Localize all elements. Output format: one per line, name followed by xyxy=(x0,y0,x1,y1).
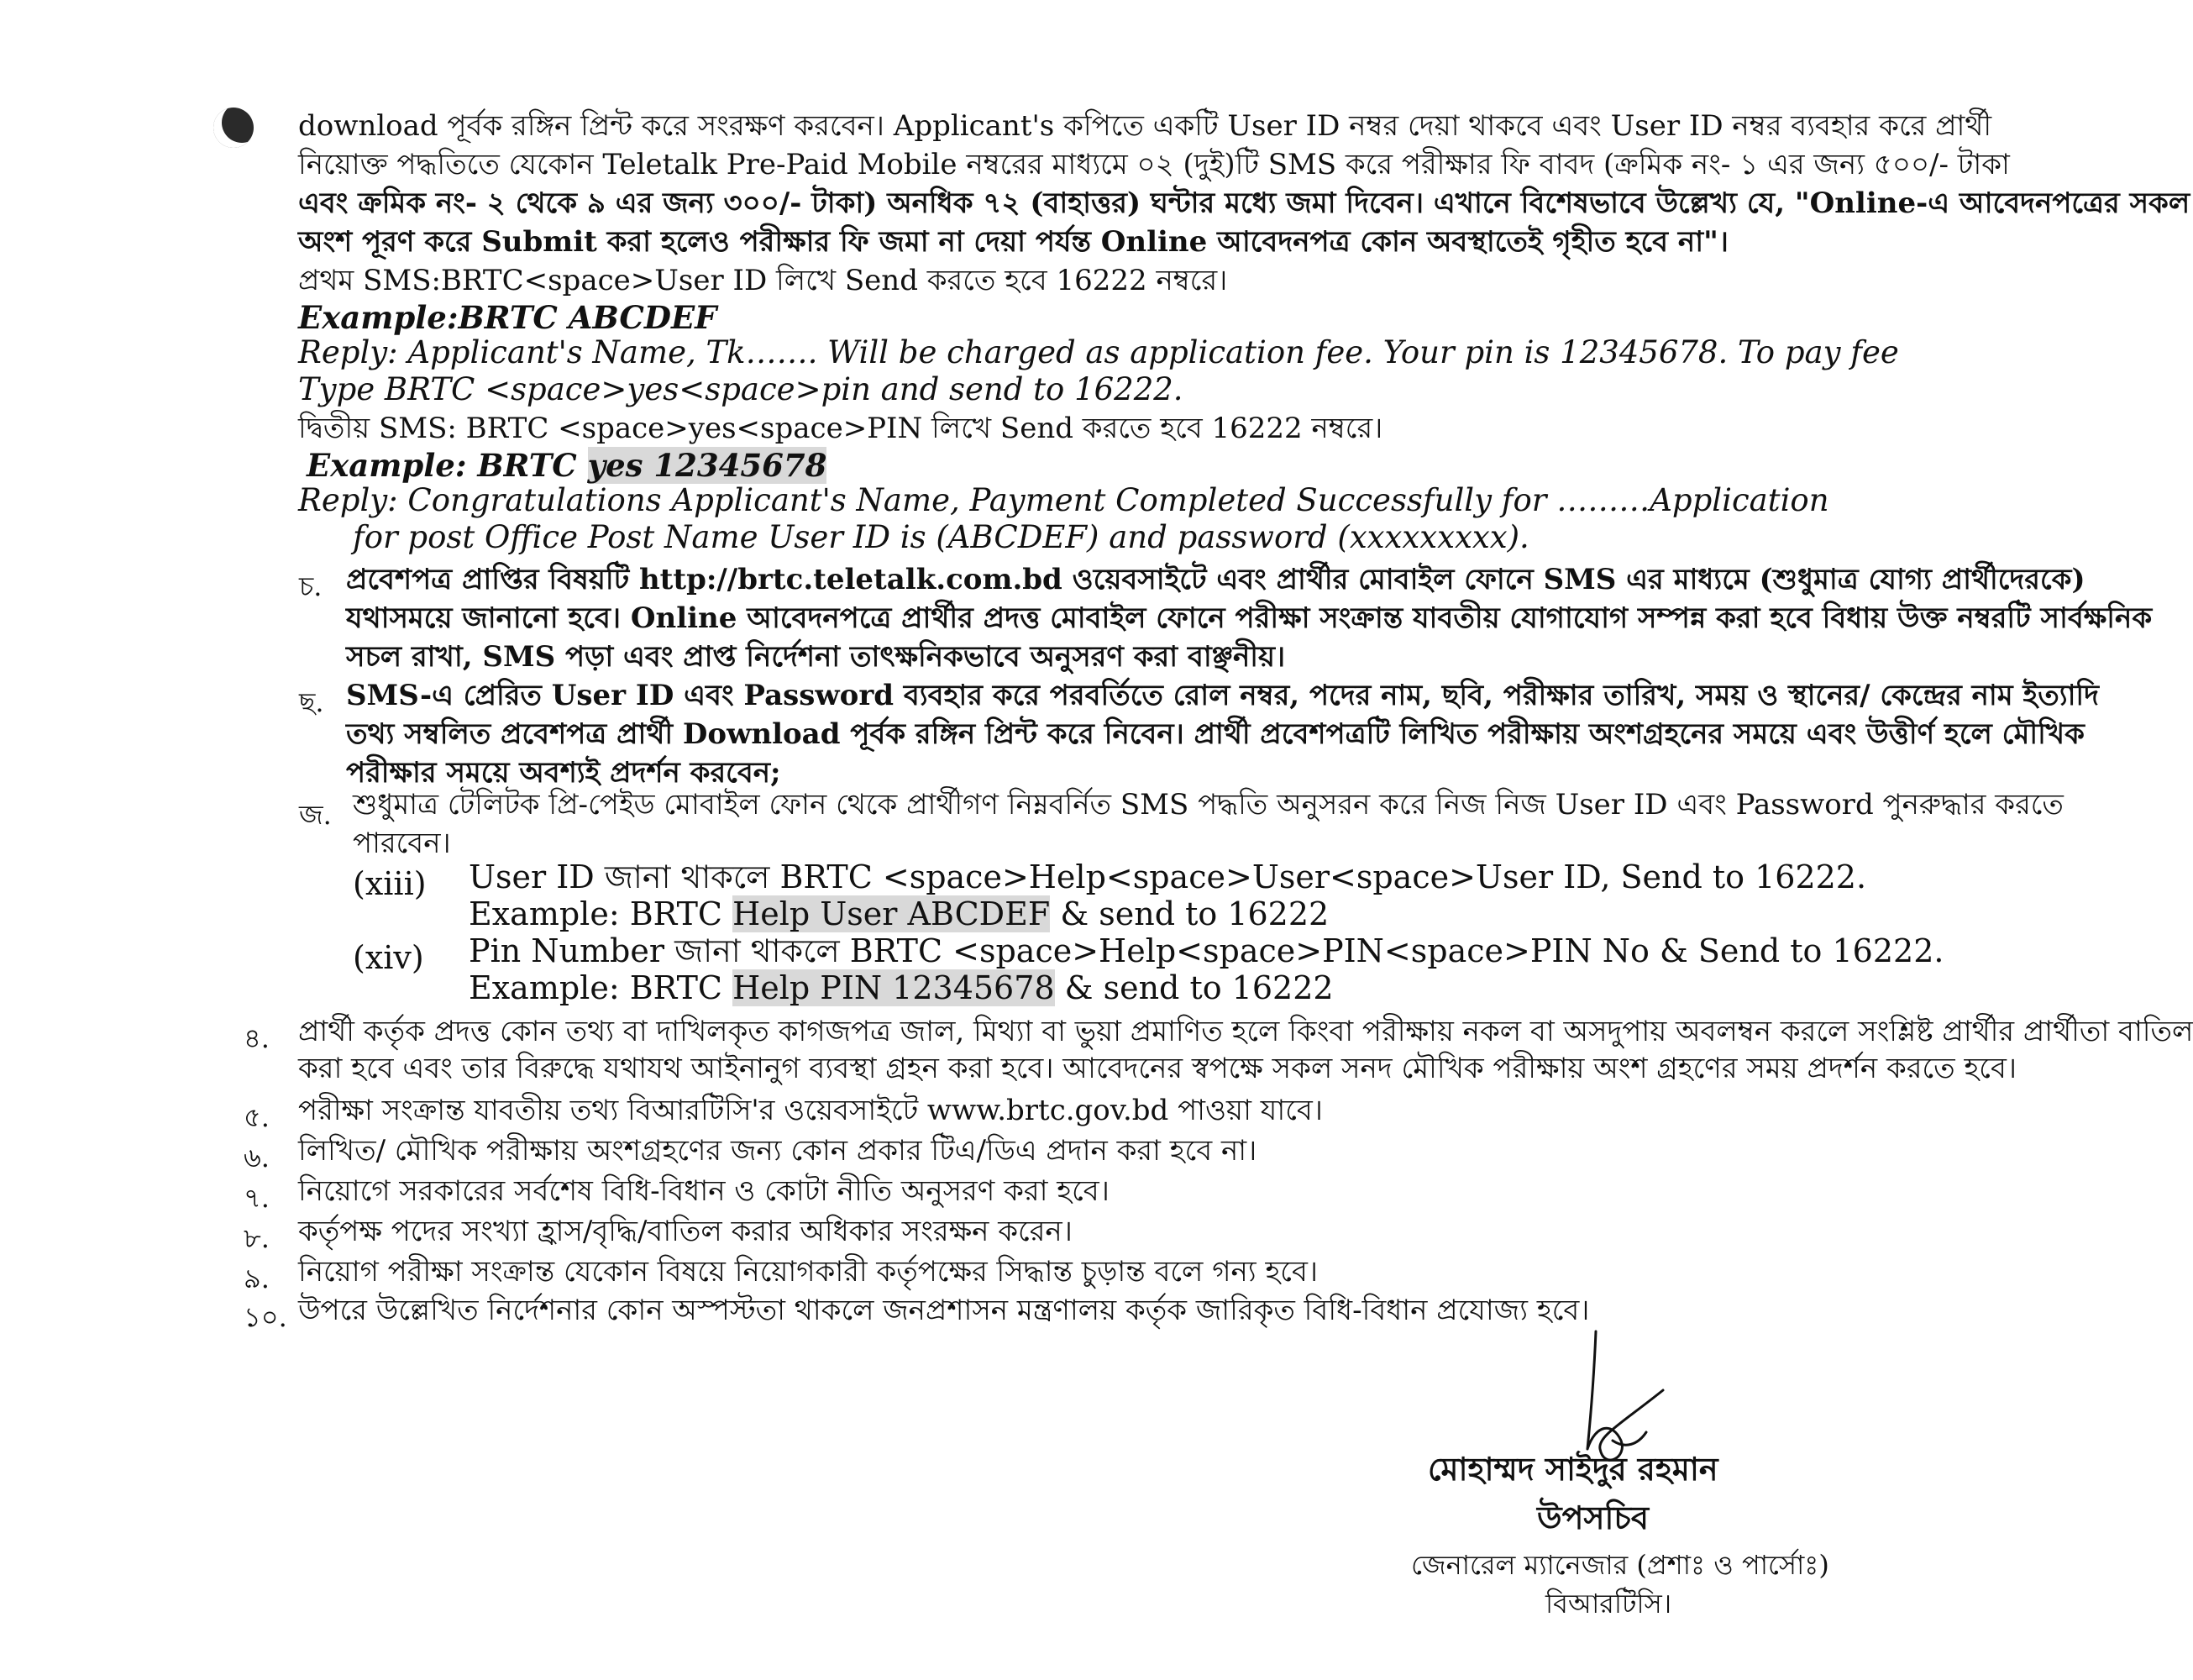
item-line: SMS-এ প্রেরিত User ID এবং Password ব্যবহার করে পরবর্তিতে রোল নম্বর, পদের নাম, ছবি, পরীক্ষার তারিখ, সময় ও স্থানের/ কেন্দ্রের নাম ইত্যাদি xyxy=(346,679,2100,712)
item-marker: ৪. xyxy=(244,1022,270,1054)
item-marker: ১০. xyxy=(244,1301,287,1333)
signatory-designation: জেনারেল ম্যানেজার (প্রশাঃ ও পার্সোঃ) xyxy=(1411,1549,1829,1581)
para-line: নিয়োক্ত পদ্ধতিতে যেকোন Teletalk Pre-Paid Mobile নম্বরের মাধ্যমে ০২ (দুই)টি SMS করে পরীক্ষার ফি বাবদ (ক্রমিক নং- ১ এর জন্য ৫০০/- টাকা xyxy=(298,148,2010,181)
item-line: লিখিত/ মৌখিক পরীক্ষায় অংশগ্রহণের জন্য কোন প্রকার টিএ/ডিএ প্রদান করা হবে না। xyxy=(298,1134,1257,1168)
item-line: কর্তৃপক্ষ পদের সংখ্যা হ্রাস/বৃদ্ধি/বাতিল করার অধিকার সংরক্ষন করেন। xyxy=(298,1215,1073,1248)
sub-item-marker: (xiv) xyxy=(353,939,424,976)
example-prefix: Example: BRTC xyxy=(469,969,733,1006)
item-line: সচল রাখা, SMS পড়া এবং প্রাপ্ত নির্দেশনা তাৎক্ষনিকভাবে অনুসরণ করা বাঞ্ছনীয়। xyxy=(346,640,1286,674)
signatory-title: উপসচিব xyxy=(1537,1499,1650,1536)
item-line: যথাসময়ে জানানো হবে। Online আবেদনপত্রে প্রার্থীর প্রদত্ত মোবাইল ফোনে পরীক্ষা সংক্রান্ত যাবতীয় যোগাযোগ সম্পন্ন করা হবে বিধায় উক্ত নম্বরটি সার্বক্ষনিক xyxy=(346,601,2153,635)
sub-item-example xyxy=(469,895,1897,932)
example-first-sms: Example:BRTC ABCDEF xyxy=(298,299,717,336)
example-suffix: & send to 16222 xyxy=(1050,895,1330,932)
item-marker: ৮. xyxy=(244,1222,270,1254)
para-line: download পূর্বক রঙ্গিন প্রিন্ট করে সংরক্ষণ করবেন। Applicant's কপিতে একটি User ID নম্বর দেয়া থাকবে এবং User ID নম্বর ব্যবহার করে প্রার্থী xyxy=(298,109,1992,143)
reply-first-sms-cont: Type BRTC <space>yes<space>pin and send to 16222. xyxy=(298,371,1183,407)
sub-item-line: Pin Number জানা থাকলে BRTC <space>Help<space>PIN<space>PIN No & Send to 16222. xyxy=(469,932,1944,969)
item-line: তথ্য সম্বলিত প্রবেশপত্র প্রার্থী Download পূর্বক রঙ্গিন প্রিন্ট করে নিবেন। প্রার্থী প্রবেশপত্রটি লিখিত পরীক্ষায় অংশগ্রহনের সময়ে এবং উত্তীর্ণ হলে মৌখিক xyxy=(346,717,2085,751)
highlighted-text: Help PIN 12345678 xyxy=(732,969,1055,1006)
item-marker: চ. xyxy=(299,570,323,602)
item-marker: জ. xyxy=(299,799,332,831)
reply-first-sms: Reply: Applicant's Name, Tk……. Will be charged as application fee. Your pin is 12345678. To pay fee xyxy=(298,334,1899,370)
item-line: পরীক্ষা সংক্রান্ত যাবতীয় তথ্য বিআরটিসি'র ওয়েবসাইটে www.brtc.gov.bd পাওয়া যাবে। xyxy=(298,1094,1323,1127)
reply-second-sms: Reply: Congratulations Applicant's Name, Payment Completed Successfully for ………Application xyxy=(298,482,1829,518)
item-line: পারবেন। xyxy=(353,827,451,860)
item-line: উপরে উল্লেখিত নির্দেশনার কোন অস্পস্টতা থাকলে জনপ্রশাসন মন্ত্রণালয় কর্তৃক জারিকৃত বিধি-বিধান প্রযোজ্য হবে। xyxy=(298,1294,1590,1327)
sub-item-line: User ID জানা থাকলে BRTC <space>Help<space>User<space>User ID, Send to 16222. xyxy=(469,858,1867,895)
example-prefix: Example: BRTC xyxy=(469,895,733,932)
item-line: প্রার্থী কর্তৃক প্রদত্ত কোন তথ্য বা দাখিলকৃত কাগজপত্র জাল, মিথ্যা বা ভুয়া প্রমাণিত হলে কিংবা পরীক্ষায় নকল বা অসদুপায় অবলম্বন করলে সংশ্লিষ্ট প্রার্থীর প্রার্থীতা বাতিল xyxy=(298,1015,2193,1048)
para-line: অংশ পূরণ করে Submit করা হলেও পরীক্ষার ফি জমা না দেয়া পর্যন্ত Online আবেদনপত্র কোন অবস্থাতেই গৃহীত হবে না"। xyxy=(298,225,1729,259)
para-line: এবং ক্রমিক নং- ২ থেকে ৯ এর জন্য ৩০০/- টাকা) অনধিক ৭২ (বাহাত্তর) ঘন্টার মধ্যে জমা দিবেন। এখানে বিশেষভাবে উল্লেখ্য যে, "Online-এ আবেদনপত্রের সকল xyxy=(298,186,2190,220)
item-line: নিয়োগে সরকারের সর্বশেষ বিধি-বিধান ও কোটা নীতি অনুসরণ করা হবে। xyxy=(298,1174,1110,1208)
reply-second-sms-cont: for post Office Post Name User ID is (ABCDEF) and password (xxxxxxxxx). xyxy=(353,519,1529,555)
item-marker: ৫. xyxy=(244,1101,270,1133)
example-prefix: Example: BRTC xyxy=(307,447,588,484)
item-marker: ৭. xyxy=(244,1182,270,1214)
sub-item-example xyxy=(469,969,1897,1006)
item-marker: ছ. xyxy=(299,686,324,718)
example-suffix: & send to 16222 xyxy=(1054,969,1334,1006)
item-marker: ৬. xyxy=(244,1142,270,1173)
highlighted-text: yes 12345678 xyxy=(587,447,827,484)
item-line: প্রবেশপত্র প্রাপ্তির বিষয়টি http://brtc.teletalk.com.bd ওয়েবসাইটে এবং প্রার্থীর মোবাইল ফোনে SMS এর মাধ্যমে (শুধুমাত্র যোগ্য প্রার্থীদেরকে) xyxy=(346,563,2085,596)
highlighted-text: Help User ABCDEF xyxy=(732,895,1051,932)
sms-first-instruction: প্রথম SMS:BRTC<space>User ID লিখে Send করতে হবে 16222 নম্বরে। xyxy=(298,264,1228,297)
punch-hole-mark xyxy=(213,108,254,148)
signatory-name: মোহাম্মদ সাইদুর রহমান xyxy=(1428,1450,1718,1488)
sms-second-instruction: দ্বিতীয় SMS: BRTC <space>yes<space>PIN লিখে Send করতে হবে 16222 নম্বরে। xyxy=(298,412,1383,445)
example-second-sms xyxy=(307,447,1902,484)
item-line: নিয়োগ পরীক্ষা সংক্রান্ত যেকোন বিষয়ে নিয়োগকারী কর্তৃপক্ষের সিদ্ধান্ত চুড়ান্ত বলে গন্য হবে। xyxy=(298,1255,1319,1289)
item-marker: ৯. xyxy=(244,1263,270,1294)
item-line: শুধুমাত্র টেলিটক প্রি-পেইড মোবাইল ফোন থেকে প্রার্থীগণ নিম্নবর্নিত SMS পদ্ধতি অনুসরন করে নিজ নিজ User ID এবং Password পুনরুদ্ধার করতে xyxy=(353,788,2064,822)
sub-item-marker: (xiii) xyxy=(353,865,427,902)
signatory-organization: বিআরটিসি। xyxy=(1545,1588,1672,1620)
item-line: করা হবে এবং তার বিরুদ্ধে যথাযথ আইনানুগ ব্যবস্থা গ্রহন করা হবে। আবেদনের স্বপক্ষে সকল সনদ মৌখিক পরীক্ষায় অংশ গ্রহণের সময় প্রদর্শন করতে হবে। xyxy=(298,1052,2017,1085)
item-line: পরীক্ষার সময়ে অবশ্যই প্রদর্শন করবেন; xyxy=(346,756,781,790)
